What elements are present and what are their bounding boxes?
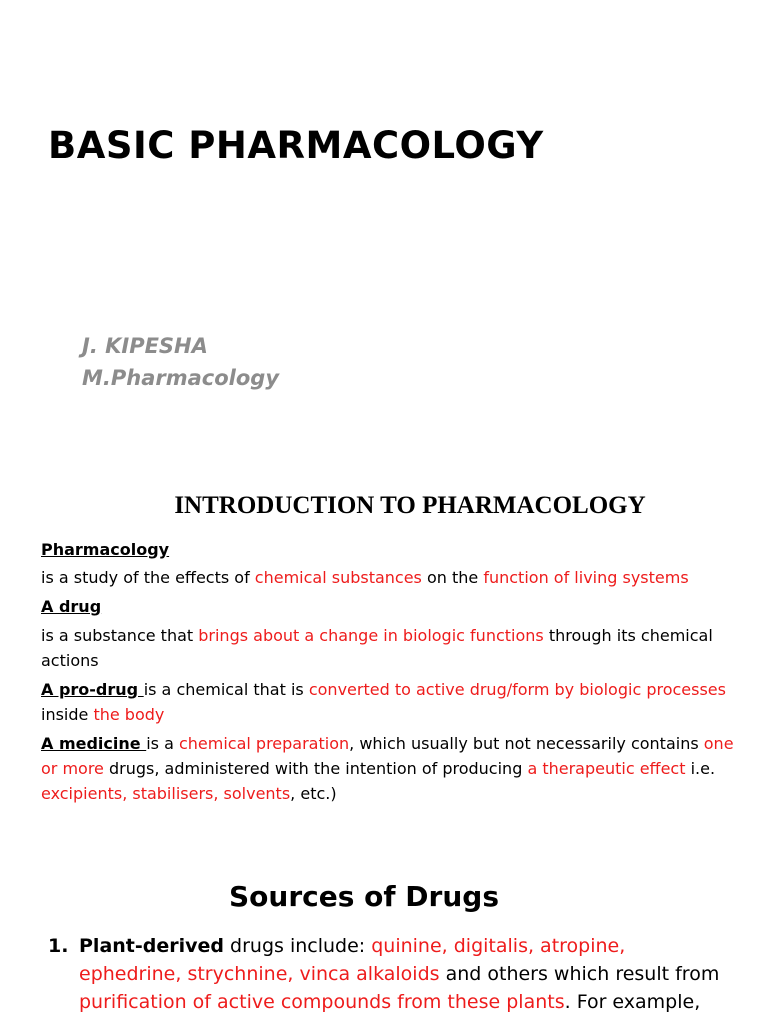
intro-slide	[0, 470, 768, 840]
text-run: i.e.	[685, 759, 716, 778]
highlight-run: brings about a change in biologic functions	[198, 626, 544, 645]
prodrug-term: A pro-drug	[41, 680, 144, 699]
drug-term-line	[41, 594, 741, 619]
text-run: inside	[41, 705, 94, 724]
author-block	[82, 330, 279, 394]
list-item-text	[79, 932, 728, 1016]
highlight-run: excipients, stabilisers, solvents	[41, 784, 291, 803]
text-run: on the	[421, 568, 484, 587]
highlight-run: quinine, digitalis, atropine, ephedrine, strychnine, vinca alkaloids	[79, 935, 626, 985]
text-run: , etc.)	[290, 784, 337, 803]
text-run: is a chemical that is	[143, 680, 309, 699]
highlight-run: purification of active compounds from these plants	[79, 991, 565, 1013]
medicine-definition	[41, 731, 741, 806]
prodrug-definition	[41, 677, 741, 727]
pharmacology-term: Pharmacology	[41, 540, 170, 559]
title-slide	[0, 0, 768, 470]
author-name: J. KIPESHA	[82, 334, 208, 358]
highlight-run: one or more	[41, 734, 734, 778]
main-title: BASIC PHARMACOLOGY	[48, 124, 544, 167]
text-run: drugs, administered with the intention of producing	[103, 759, 528, 778]
text-run: , which usually but not necessarily contains	[349, 734, 704, 753]
bold-run: Plant-derived	[79, 935, 224, 957]
drug-definition	[41, 623, 741, 673]
medicine-term: A medicine	[41, 734, 147, 753]
sources-slide	[0, 840, 768, 1024]
text-run: is a study of the effects of	[41, 568, 255, 587]
text-run: is a	[146, 734, 179, 753]
sources-heading: Sources of Drugs	[228, 880, 499, 913]
sources-list	[48, 932, 728, 1016]
text-run: is a substance that	[41, 626, 199, 645]
list-number: 1.	[48, 935, 69, 957]
author-degree: M.Pharmacology	[82, 366, 280, 390]
highlight-run: a therapeutic effect	[527, 759, 686, 778]
text-run: through its chemical actions	[41, 626, 713, 670]
highlight-run: chemical substances	[254, 568, 422, 587]
pharmacology-definition	[41, 565, 741, 590]
text-run: and others which result from	[439, 963, 720, 985]
highlight-run: the body	[93, 705, 165, 724]
intro-heading: INTRODUCTION TO PHARMACOLOGY	[174, 492, 646, 519]
text-run: . For example,	[564, 991, 701, 1013]
pharmacology-term-line	[41, 537, 741, 562]
highlight-run: converted to active drug/form by biologic processes	[308, 680, 726, 699]
highlight-run: function of living systems	[483, 568, 689, 587]
text-run: drugs include:	[224, 935, 372, 957]
list-item	[48, 932, 728, 1016]
drug-term: A drug	[41, 597, 102, 616]
highlight-run: chemical preparation	[178, 734, 350, 753]
